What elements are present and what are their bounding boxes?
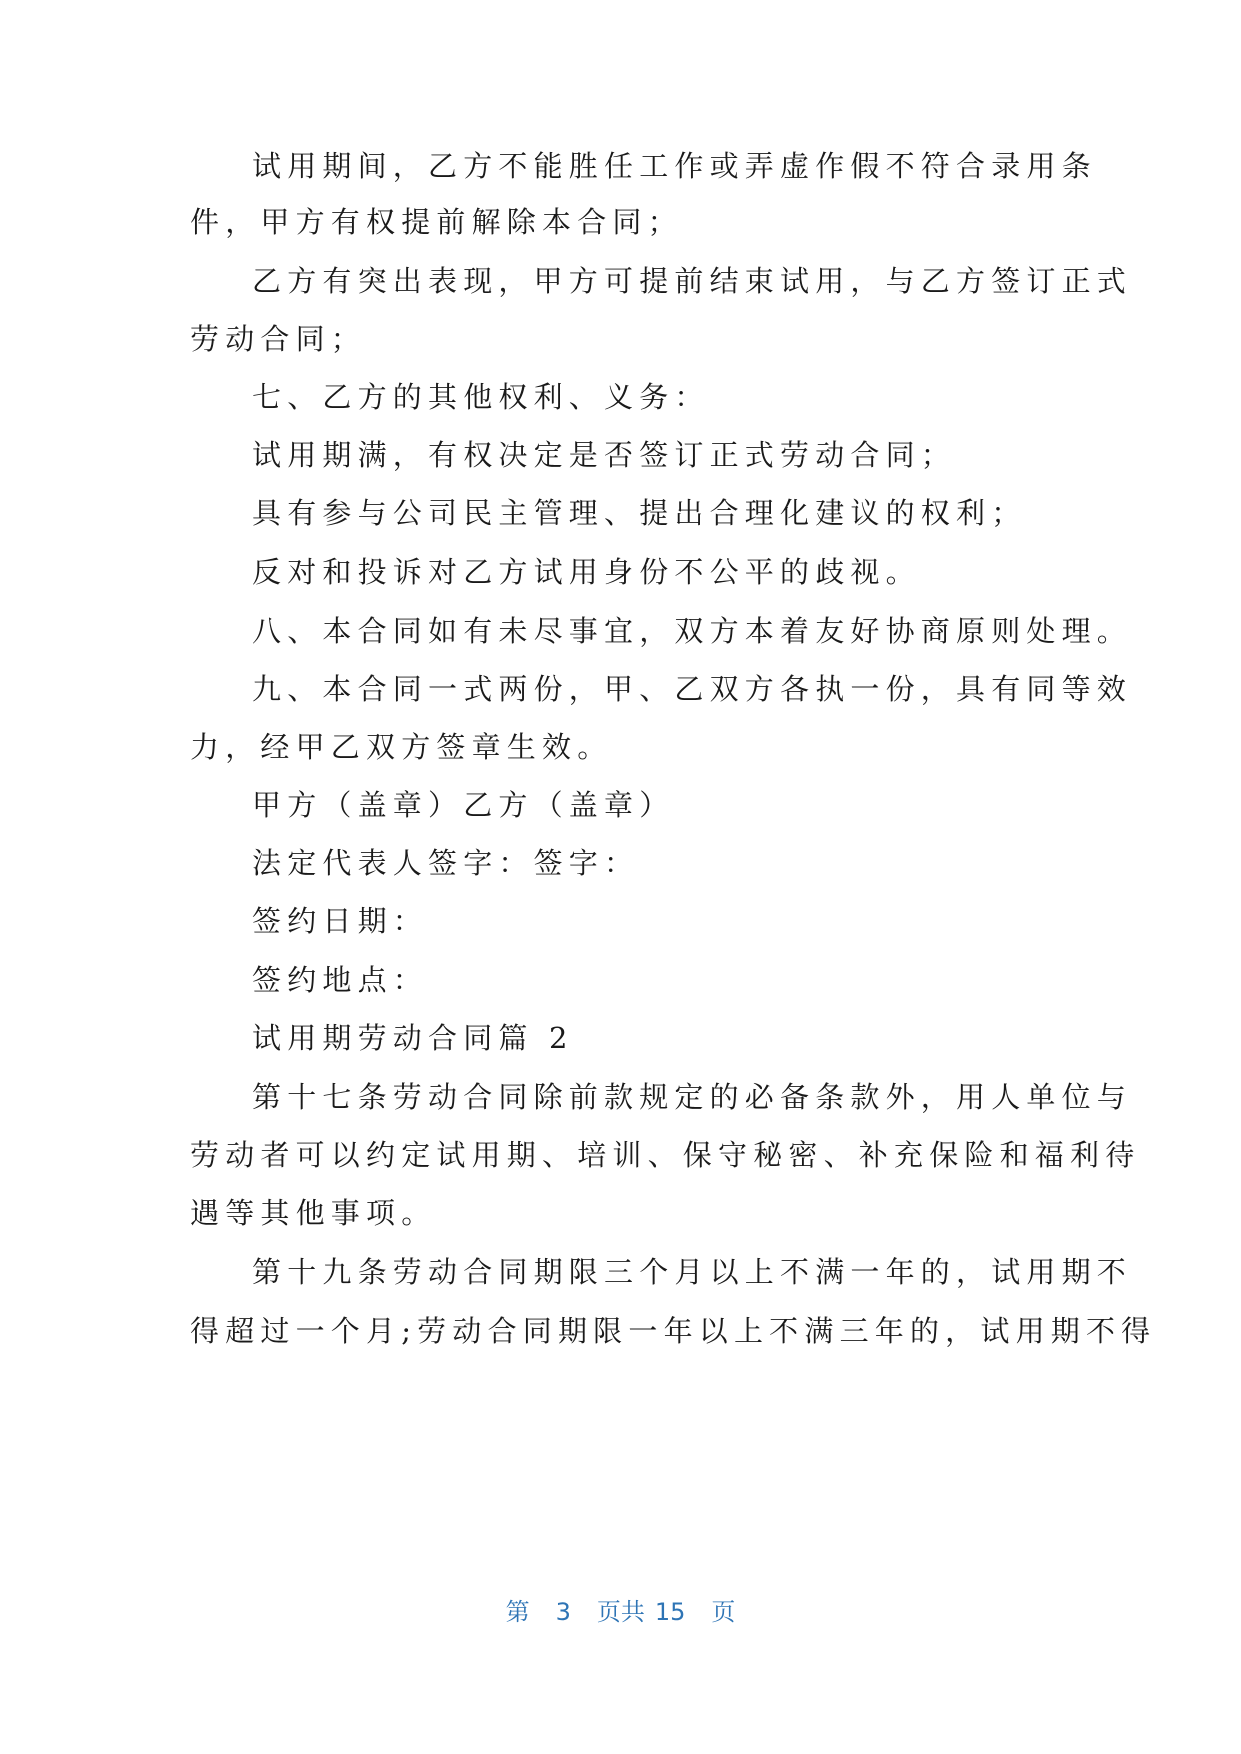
paragraph-line: 力，经甲乙双方签章生效。 xyxy=(190,730,613,764)
paragraph-line: 劳动者可以约定试用期、培训、保守秘密、补充保险和福利待 xyxy=(190,1138,1141,1172)
section-heading: 八、本合同如有未尽事宜，双方本着友好协商原则处理。 xyxy=(252,614,1133,648)
paragraph-line: 乙方有突出表现，甲方可提前结束试用，与乙方签订正式 xyxy=(252,264,1133,298)
section-heading: 九、本合同一式两份，甲、乙双方各执一份，具有同等效 xyxy=(252,672,1133,706)
signature-line: 法定代表人签字：签字： xyxy=(252,846,640,880)
paragraph-line: 具有参与公司民主管理、提出合理化建议的权利； xyxy=(252,496,1027,530)
paragraph-line: 反对和投诉对乙方试用身份不公平的歧视。 xyxy=(252,555,921,589)
footer-middle: 页共 xyxy=(596,1598,645,1626)
current-page-number: 3 xyxy=(555,1598,571,1626)
paragraph-line: 遇等其他事项。 xyxy=(190,1196,437,1230)
footer-prefix: 第 xyxy=(505,1598,530,1626)
signature-line: 甲方（盖章）乙方（盖章） xyxy=(252,788,675,822)
paragraph-line: 试用期满，有权决定是否签订正式劳动合同； xyxy=(252,438,957,472)
total-pages-number: 15 xyxy=(654,1598,686,1626)
paragraph-line: 劳动合同； xyxy=(190,322,367,356)
footer-suffix: 页 xyxy=(711,1598,736,1626)
signature-line: 签约地点： xyxy=(252,963,429,997)
paragraph-line: 得超过一个月;劳动合同期限一年以上不满三年的，试用期不得 xyxy=(190,1314,1157,1348)
page-footer xyxy=(0,1597,1241,1627)
article-title: 试用期劳动合同篇 2 xyxy=(252,1021,574,1055)
paragraph-line: 第十九条劳动合同期限三个月以上不满一年的，试用期不 xyxy=(252,1255,1133,1289)
paragraph-line: 试用期间，乙方不能胜任工作或弄虚作假不符合录用条 xyxy=(252,149,1097,183)
signature-line: 签约日期： xyxy=(252,904,429,938)
paragraph-line: 第十七条劳动合同除前款规定的必备条款外，用人单位与 xyxy=(252,1080,1133,1114)
section-heading: 七、乙方的其他权利、义务： xyxy=(252,380,710,414)
paragraph-line: 件，甲方有权提前解除本合同； xyxy=(190,205,683,239)
